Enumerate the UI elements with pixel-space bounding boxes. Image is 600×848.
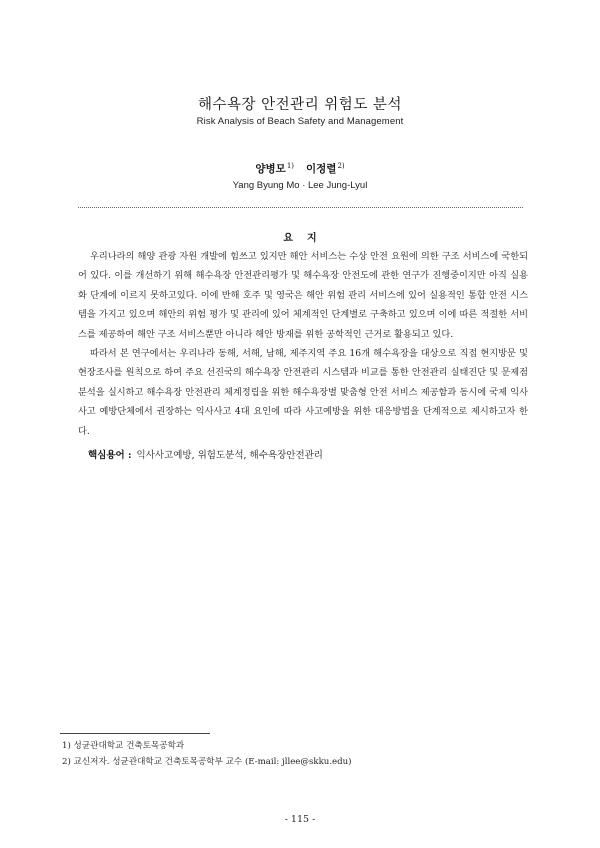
keywords-text: 익사사고예방, 위험도분석, 해수욕장안전관리 [136,450,323,461]
title-korean: 해수욕장 안전관리 위험도 분석 [198,97,402,113]
author-1-name: 양병모 [255,163,286,175]
footnote-1: 1) 성균관대학교 건축토목공학과 [62,741,185,751]
dotted-divider [78,207,523,208]
author-1-footnote-mark: 1) [286,162,294,170]
abstract-paragraph-1: 우리나라의 해양 관광 자원 개발에 힘쓰고 있지만 해안 서비스는 수상 안전 요원에 의한 구조 서비스에 국한되어 있다. 이를 개선하기 위해 해수욕장 안전관리평가 및 해수욕장 안전도에 관한 연구가 진행중이지만 아직 실용화 단계에 이르지 못하고있다. 이에 반해 호주 및 영국은 해안 위험 관리 서비스에 있어 실용적인 통합 안전 시스템을 가지고 있으며 해안의 위험 평가 및 관리에 있어 체계적인 단계별로 구축하고 있으며 이에 따른 적절한 서비스를 제공하여 해안 구조 서비스뿐만 아니라 해안 방재를 위한 공학적인 근거로 활용되고 있다. [78,251,528,340]
footnote-2: 2) 교신저자. 성균관대학교 건축토목공학부 교수 (E-mail: jllee@skku.edu) [62,756,352,767]
footnote-rule [60,733,210,734]
abstract-body [78,247,528,441]
page-number: - 115 - [284,814,316,825]
abstract-heading: 요지 [283,233,331,244]
keywords-line [88,447,528,461]
author-2-name: 이정렬 [306,163,337,175]
keywords-label: 핵심용어 : [88,450,132,461]
authors-english: Yang Byung Mo · Lee Jung-Lyul [232,180,368,191]
title-english: Risk Analysis of Beach Safety and Management [196,116,404,127]
author-2-footnote-mark: 2) [337,162,345,170]
authors-korean [0,161,600,176]
abstract-paragraph-2: 따라서 본 연구에서는 우리나라 동해, 서해, 남해, 제주지역 주요 16개 해수욕장을 대상으로 직접 현지방문 및 현장조사를 원칙으로 하여 주요 선진국의 해수욕장 안전관리 시스템과 비교를 통한 안전관리 실태진단 및 문제점 분석을 실시하고 해수욕장 안전관리 체계정립을 위한 해수욕장별 맞춤형 안전 서비스 제공함과 동시에 국제 익사사고 예방단체에서 권장하는 익사사고 4대 요인에 따라 사고예방을 위한 대응방법을 단계적으로 제시하고자 한다. [78,348,528,437]
footnotes [62,739,542,770]
